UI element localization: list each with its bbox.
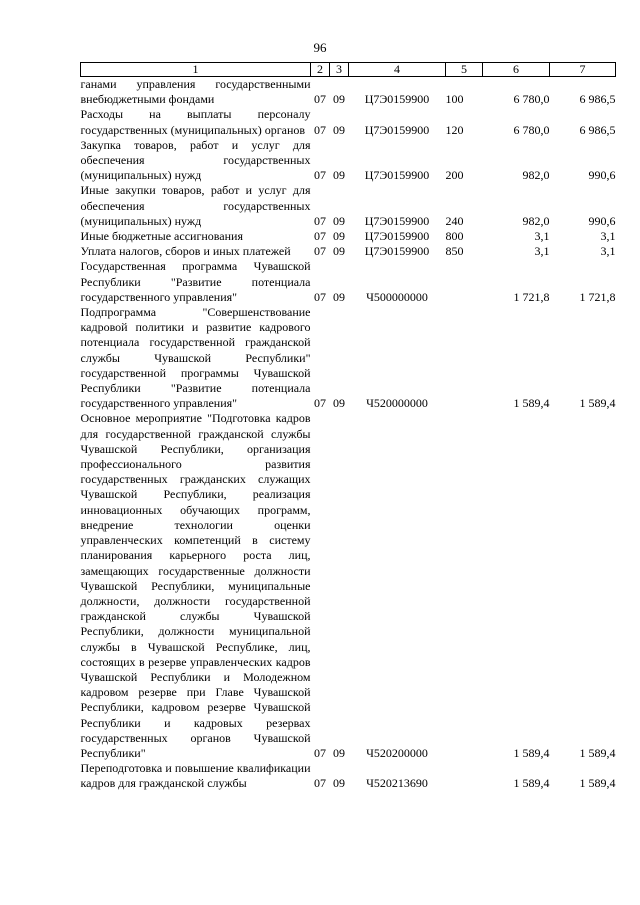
row-section: 07: [314, 122, 326, 137]
row-subsection: 09: [333, 122, 345, 137]
row-amount-2: 990,6: [588, 168, 616, 183]
row-amount-1: 1 589,4: [513, 745, 550, 760]
row-subsection: 09: [333, 244, 345, 259]
row-amount-2: 990,6: [588, 213, 616, 228]
row-section: 07: [314, 244, 326, 259]
row-expense-type: 240: [445, 213, 464, 228]
row-amount-1: 982,0: [522, 213, 550, 228]
table-row: [81, 77, 616, 108]
row-amount-2: 3,1: [600, 244, 616, 259]
row-name: Иные бюджетные ассигнования: [80, 229, 243, 244]
row-name: Основное мероприятие "Подготовка кадров для государственной гражданской службы Чувашской Республики, организация профессионального развития государственных гражданских служащих Чувашской Республики, реализация инновационных обучающих программ, внедрение технологии оценки управленческих компетенций в систему планирования карьерного роста лиц, замещающих государственные должности Чувашской Республики, муниципальные должности, должности государственной гражданской службы Чувашской Республики, должности муниципальной службы в Чувашской Республике, лиц, состоящих в резерве управленческих кадров Чувашской Республики и Молодежном кадровом резерве при Главе Чувашской Республики, кадровом резерве Чувашской Республики и кадровых резервах государственных органов Чувашской Республики": [80, 411, 311, 760]
column-header-7: 7: [550, 63, 616, 77]
row-amount-1: 982,0: [522, 168, 550, 183]
row-amount-2: 6 986,5: [579, 122, 616, 137]
row-amount-1: 3,1: [534, 229, 550, 244]
row-expense-type: 800: [445, 229, 464, 244]
table-row: [81, 229, 616, 244]
row-subsection: 09: [333, 745, 345, 760]
row-section: 07: [314, 396, 326, 411]
page-number: 96: [313, 40, 327, 55]
row-name: ганами управления государственными внебюджетными фондами: [80, 77, 311, 107]
row-expense-type: [446, 411, 483, 761]
row-target-article: Ч520213690: [366, 776, 428, 791]
row-amount-2: 6 986,5: [579, 92, 616, 107]
row-target-article: Ч500000000: [366, 289, 428, 304]
row-name: Государственная программа Чувашской Республики "Развитие потенциала государственного управления": [80, 259, 311, 304]
table-row: [81, 107, 616, 137]
column-header-2: 2: [311, 63, 330, 77]
row-name: Закупка товаров, работ и услуг для обеспечения государственных (муниципальных) нужд: [80, 137, 311, 183]
header-row: [81, 63, 616, 77]
row-expense-type: [446, 305, 483, 411]
column-header-4: 4: [349, 63, 446, 77]
column-header-1: 1: [81, 63, 311, 77]
row-subsection: 09: [333, 168, 345, 183]
row-subsection: 09: [333, 92, 345, 107]
row-subsection: 09: [333, 289, 345, 304]
column-header-6: 6: [483, 63, 550, 77]
row-section: 07: [314, 776, 326, 791]
row-subsection: 09: [333, 213, 345, 228]
row-target-article: Ц7Э0159900: [364, 122, 430, 137]
row-name: Расходы на выплаты персоналу государственных (муниципальных) органов: [80, 107, 311, 137]
table-row: [81, 411, 616, 761]
row-name: Уплата налогов, сборов и иных платежей: [80, 244, 291, 259]
row-target-article: Ц7Э0159900: [364, 213, 430, 228]
table-row: [81, 138, 616, 184]
row-amount-1: 1 721,8: [513, 289, 550, 304]
row-target-article: Ч520000000: [366, 396, 428, 411]
row-expense-type: 120: [445, 122, 464, 137]
row-name: Подпрограмма "Совершенствование кадровой политики и развитие кадрового потенциала государственной гражданской службы Чувашской Республики" государственной программы Чувашской Республики "Развитие потенциала государственного управления": [80, 305, 311, 411]
row-section: 07: [314, 745, 326, 760]
column-header-3: 3: [330, 63, 349, 77]
row-amount-2: 1 589,4: [579, 776, 616, 791]
row-expense-type: 100: [445, 92, 464, 107]
row-subsection: 09: [333, 229, 345, 244]
table-row: [81, 244, 616, 259]
row-amount-2: 1 721,8: [579, 289, 616, 304]
row-amount-1: 3,1: [534, 244, 550, 259]
row-section: 07: [314, 289, 326, 304]
row-subsection: 09: [333, 776, 345, 791]
row-expense-type: [446, 761, 483, 791]
row-amount-2: 3,1: [600, 229, 616, 244]
row-amount-2: 1 589,4: [579, 745, 616, 760]
row-target-article: Ч520200000: [366, 745, 428, 760]
table-row: [81, 259, 616, 305]
row-amount-1: 1 589,4: [513, 396, 550, 411]
row-section: 07: [314, 229, 326, 244]
row-subsection: 09: [333, 396, 345, 411]
row-target-article: Ц7Э0159900: [364, 229, 430, 244]
row-section: 07: [314, 168, 326, 183]
row-target-article: Ц7Э0159900: [364, 92, 430, 107]
row-target-article: Ц7Э0159900: [364, 244, 430, 259]
table-row: [81, 761, 616, 791]
row-section: 07: [314, 92, 326, 107]
row-amount-2: 1 589,4: [579, 396, 616, 411]
budget-table: [80, 62, 616, 792]
row-expense-type: 200: [445, 168, 464, 183]
row-expense-type: [446, 259, 483, 305]
row-amount-1: 6 780,0: [513, 92, 550, 107]
row-section: 07: [314, 213, 326, 228]
row-amount-1: 1 589,4: [513, 776, 550, 791]
column-header-5: 5: [446, 63, 483, 77]
row-amount-1: 6 780,0: [513, 122, 550, 137]
table-row: [81, 305, 616, 411]
table-row: [81, 183, 616, 229]
row-target-article: Ц7Э0159900: [364, 168, 430, 183]
row-expense-type: 850: [445, 244, 464, 259]
row-name: Иные закупки товаров, работ и услуг для обеспечения государственных (муниципальных) нужд: [80, 183, 311, 228]
row-name: Переподготовка и повышение квалификации кадров для гражданской службы: [80, 761, 311, 791]
